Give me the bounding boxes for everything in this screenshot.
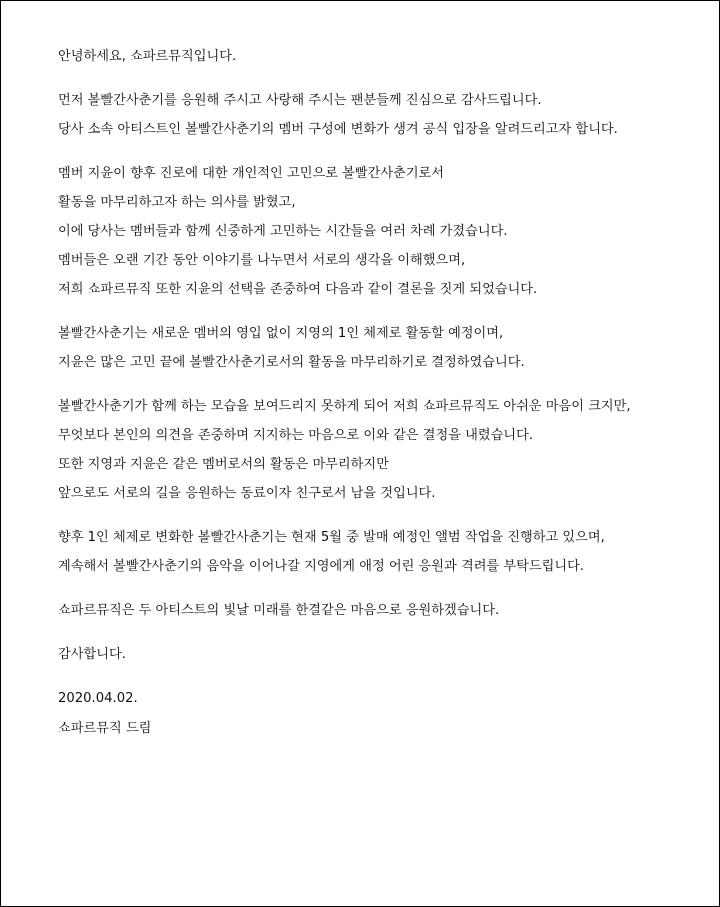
text-line: 지윤은 많은 고민 끝에 볼빨간사춘기로서의 활동을 마무리하기로 결정하였습니다.: [58, 355, 525, 370]
sentiment-paragraph: [58, 400, 719, 500]
text-line: 또한 지영과 지윤은 같은 멤버로서의 활동은 마무리하지만: [58, 457, 389, 472]
closing-line: 감사합니다.: [58, 647, 126, 662]
greeting-line: 안녕하세요, 쇼파르뮤직입니다.: [58, 49, 237, 64]
signature-block: [58, 692, 719, 735]
text-line: 활동을 마무리하고자 하는 의사를 밝혔고,: [58, 195, 296, 210]
support-paragraph: [58, 604, 719, 617]
text-line: 볼빨간사춘기가 함께 하는 모습을 보여드리지 못하게 되어 저희 쇼파르뮤직도 아쉬운 마음이 크지만,: [58, 399, 631, 414]
decision-paragraph: [58, 327, 719, 369]
background-paragraph: [58, 167, 719, 296]
text-line: 무엇보다 본인의 의견을 존중하며 지지하는 마음으로 이와 같은 결정을 내렸습니다.: [58, 428, 534, 443]
signature-line: 쇼파르뮤직 드림: [58, 721, 152, 736]
text-line: 계속해서 볼빨간사춘기의 음악을 이어나갈 지영에게 애정 어린 응원과 격려를 부탁드립니다.: [58, 559, 585, 574]
date-line: 2020.04.02.: [58, 691, 138, 706]
text-line: 당사 소속 아티스트인 볼빨간사춘기의 멤버 구성에 변화가 생겨 공식 입장을 알려드리고자 합니다.: [58, 122, 618, 137]
text-line: 먼저 볼빨간사춘기를 응원해 주시고 사랑해 주시는 팬분들께 진심으로 감사드립니다.: [58, 93, 542, 108]
text-line: 이에 당사는 멤버들과 함께 신중하게 고민하는 시간들을 여러 차례 가졌습니다.: [58, 224, 508, 239]
greeting-paragraph: [58, 50, 719, 63]
thanks-paragraph: [58, 94, 719, 136]
text-line: 앞으로도 서로의 길을 응원하는 동료이자 친구로서 남을 것입니다.: [58, 486, 436, 501]
text-line: 저희 쇼파르뮤직 또한 지윤의 선택을 존중하여 다음과 같이 결론을 짓게 되었습니다.: [58, 282, 538, 297]
closing-paragraph: [58, 648, 719, 661]
text-line: 볼빨간사춘기는 새로운 멤버의 영입 없이 지영의 1인 체제로 활동할 예정이며,: [58, 326, 504, 341]
text-line: 멤버들은 오랜 기간 동안 이야기를 나누면서 서로의 생각을 이해했으며,: [58, 253, 466, 268]
future-paragraph: [58, 531, 719, 573]
text-line: 쇼파르뮤직은 두 아티스트의 빛날 미래를 한결같은 마음으로 응원하겠습니다.: [58, 603, 500, 618]
text-line: 멤버 지윤이 향후 진로에 대한 개인적인 고민으로 볼빨간사춘기로서: [58, 166, 445, 181]
text-line: 향후 1인 체제로 변화한 볼빨간사춘기는 현재 5월 중 발매 예정인 앨범 작업을 진행하고 있으며,: [58, 530, 605, 545]
